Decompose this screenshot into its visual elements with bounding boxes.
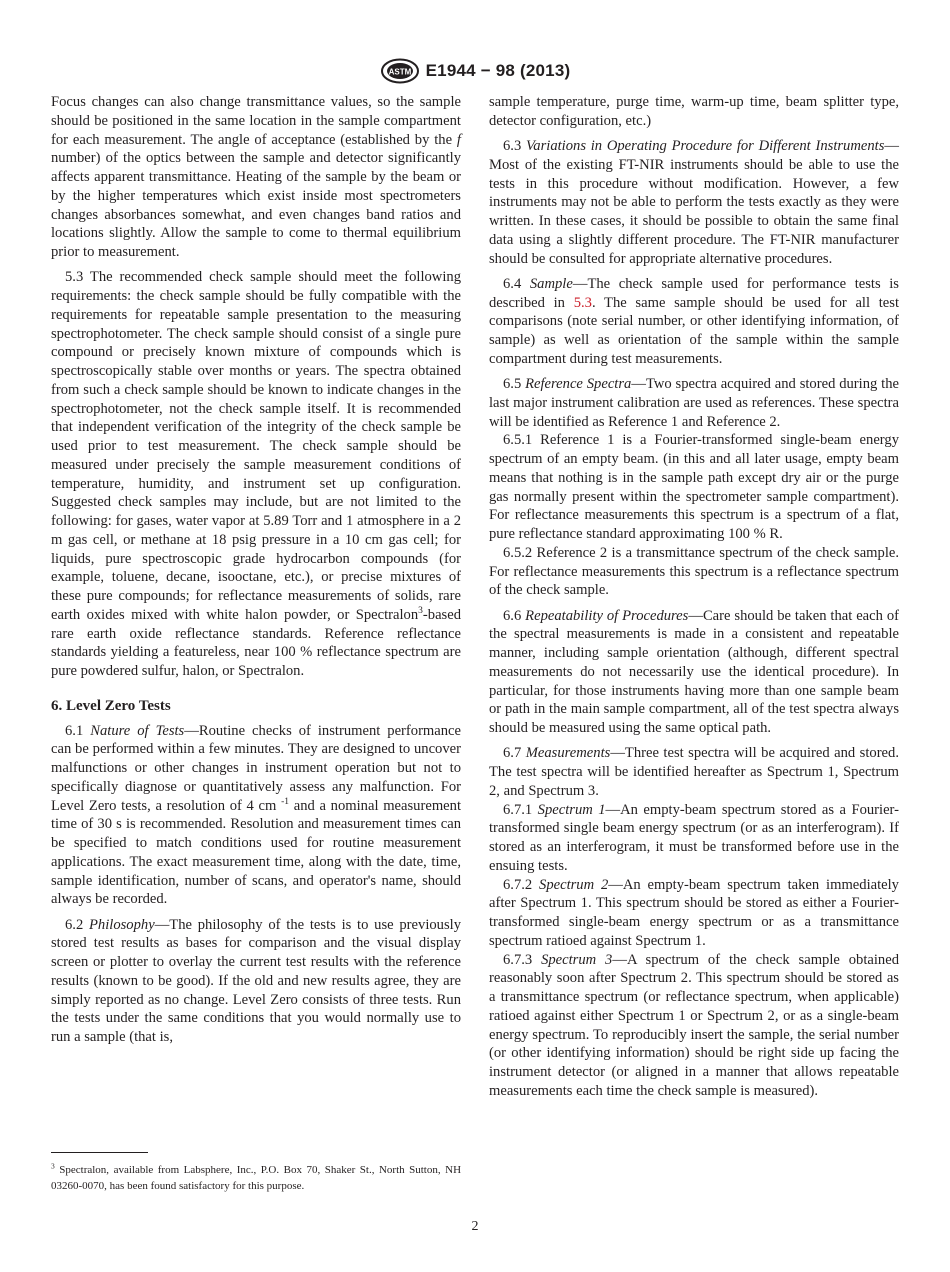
paragraph-6-5-1: 6.5.1 Reference 1 is a Fourier-transformed single-beam energy spectrum of an empty beam. (in this and all later usage, empty beam means that nothing is in the sample path except dry air or the purge gas normally present within the spectrometer sample compartment). For reflectance measurements this spectrum is a spectrum of a flat, pure reflectance standard approximating 100 % R. (489, 432, 899, 542)
paragraph-6-5-2: 6.5.2 Reference 2 is a transmittance spectrum of the check sample. For reflectance measurements this spectrum is a reflectance spectrum of the check sample. (489, 544, 899, 599)
section-link-5-3[interactable]: 5.3 (573, 294, 592, 311)
section-heading-6: 6. Level Zero Tests (51, 697, 171, 714)
paragraph-6-3: 6.3 Variations in Operating Procedure for Different Instruments—Most of the existing FT-NIR instruments should be able to use the tests in this procedure without modification. However, a few instruments may not be able to perform the tests exactly as they were written. In these cases, it should be possible to obtain the same final data using a slightly different procedure. The FT-NIR manufacturer should be consulted for appropriate alternative procedures. (489, 138, 899, 267)
paragraph-6-4: 6.4 Sample—The check sample used for performance tests is described in 5.3. The same sample should be used for all test comparisons (note serial number, or other identifying information, of sample) as well as orientation of the sample within the sample compartment during test measurements. (489, 275, 899, 367)
footnote-3: $^3$ Spectralon, available from Labsphere, Inc., P.O. Box 70, Shaker St., North Sutton, NH 03260-0070, has been found satisfactory for this purpose. (51, 1161, 462, 1192)
paragraph-6-7: 6.7 Measurements—Three test spectra will be acquired and stored. The test spectra will be identified hereafter as Spectrum 1, Spectrum 2, and Spectrum 3. (489, 745, 899, 799)
paragraph-6-2: 6.2 Philosophy—The philosophy of the tests is to use previously stored test results as bases for comparison and the visual display screen or plotter to overlay the current test results with the reference results (known to be good). If the old and new results agree, they are simply reported as no change. Level Zero consists of three tests. Run the tests under the same conditions that you would normally use to run a sample (that is, (51, 916, 461, 1045)
footnote-rule (51, 1152, 148, 1153)
logo-text: ASTM (388, 67, 411, 77)
paragraph-5-2-continuation: Focus changes can also change transmittance values, so the sample should be positioned in the same location in the sample compartment for each measurement. The angle of acceptance (established by the f number) of the optics between the sample and detector significantly affects apparent transmittance. Heating of the sample by the beam or by the higher temperatures which exist inside most spectrometers changes absorbances somewhat, and even changes band ratios and locations slightly. Allow the sample to come to thermal equilibrium prior to measurement. (51, 94, 461, 260)
paragraph-5-3: 5.3 The recommended check sample should meet the following requirements: the check sample should be fully compatible with the requirements for repeatable sample presentation to the measuring spectrophotometer. The check sample should consist of a single pure compound or precisely known mixture of compounds which is spectroscopically stable over months or years. The spectra obtained from such a check sample should be known to indicate changes in the spectrophotometer, not the check sample itself. It is recommended that independent verification of the integrity of the check sample be used prior to test measurement. The check sample should be measured under precisely the sample measurement conditions of temperature, humidity, and instrument set up configuration. Suggested check samples may include, but are not limited to the following: for gases, water vapor at 5.89 Torr and 1 atmosphere in a 2 m gas cell, or methane at 18 psig pressure in a 10 cm gas cell; for liquids, pure spectroscopic grade hydrocarbon compounds (for example, toluene, decane, isooctane, etc.), or precise mixtures of these pure compounds; for reflectance measurements of solids, rare earth oxides mixed with white halon powder, or Spectralon$^3$-based rare earth oxide reflectance standards. Reference reflectance standards yielding a featureless, near 100 % reflectance spectrum are pure powdered sulfur, halon, or Spectralon. (51, 269, 461, 679)
standard-designation: E1944 − 98 (2013) (425, 61, 571, 80)
paragraph-6-7-3: 6.7.3 Spectrum 3—A spectrum of the check sample obtained reasonably soon after Spectrum 2. This spectrum should be stored as a transmittance spectrum (or reflectance spectrum, when applicable) ratioed against either Spectrum 1 or Spectrum 2, or as a single-beam energy spectrum. To reproducibly insert the sample, the serial number (or other identifying information) should be right side up facing the instrument detector (or aligned in a manner that allows repeatable measurements each time the check sample is measured). (489, 951, 899, 1099)
paragraph-6-6: 6.6 Repeatability of Procedures—Care should be taken that each of the spectral measurements is made in a consistent and repeatable manner, including sample orientation (although, different spectral measurements do not necessarily use the identical procedure). In particular, for those instruments having more than one sample beam or path in the main sample compartment, all of the test spectra always should be measured using the same optical path. (489, 607, 899, 736)
right-column (489, 93, 899, 1101)
left-column (51, 93, 461, 1047)
paragraph-6-2-continuation: sample temperature, purge time, warm-up time, beam splitter type, detector configuration, etc.) (489, 94, 899, 129)
page-number: 2 (471, 1219, 479, 1234)
paragraph-6-7-2: 6.7.2 Spectrum 2—An empty-beam spectrum taken immediately after Spectrum 1. This spectrum should be stored as either a Fourier-transformed single-beam energy spectrum or as a transmittance spectrum ratioed against Spectrum 1. (489, 876, 899, 949)
paragraph-6-1: 6.1 Nature of Tests—Routine checks of instrument performance can be performed within a few minutes. They are designed to uncover malfunctions or other changes in instrument operation but not to specifically diagnose or quantitatively assess any malfunction. For Level Zero tests, a resolution of 4 cm $^{-1}$ and a nominal measurement time of 30 s is recommended. Resolution and measurement times can be specified to match conditions used for routine measurement applications. The exact measurement time, along with the date, time, sample identification, number of scans, and operator's name, should always be recorded. (51, 722, 462, 908)
astm-logo-icon (380, 58, 420, 84)
paragraph-6-5: 6.5 Reference Spectra—Two spectra acquired and stored during the last major instrument calibration are used as references. These spectra will be identified as Reference 1 and Reference 2. (489, 376, 899, 430)
paragraph-6-7-1: 6.7.1 Spectrum 1—An empty-beam spectrum stored as a Fourier-transformed single beam energy spectrum (or as an interferogram). If stored as an interferogram, it must be transformed before use in the ensuing tests. (489, 801, 899, 874)
page-header (0, 56, 950, 86)
